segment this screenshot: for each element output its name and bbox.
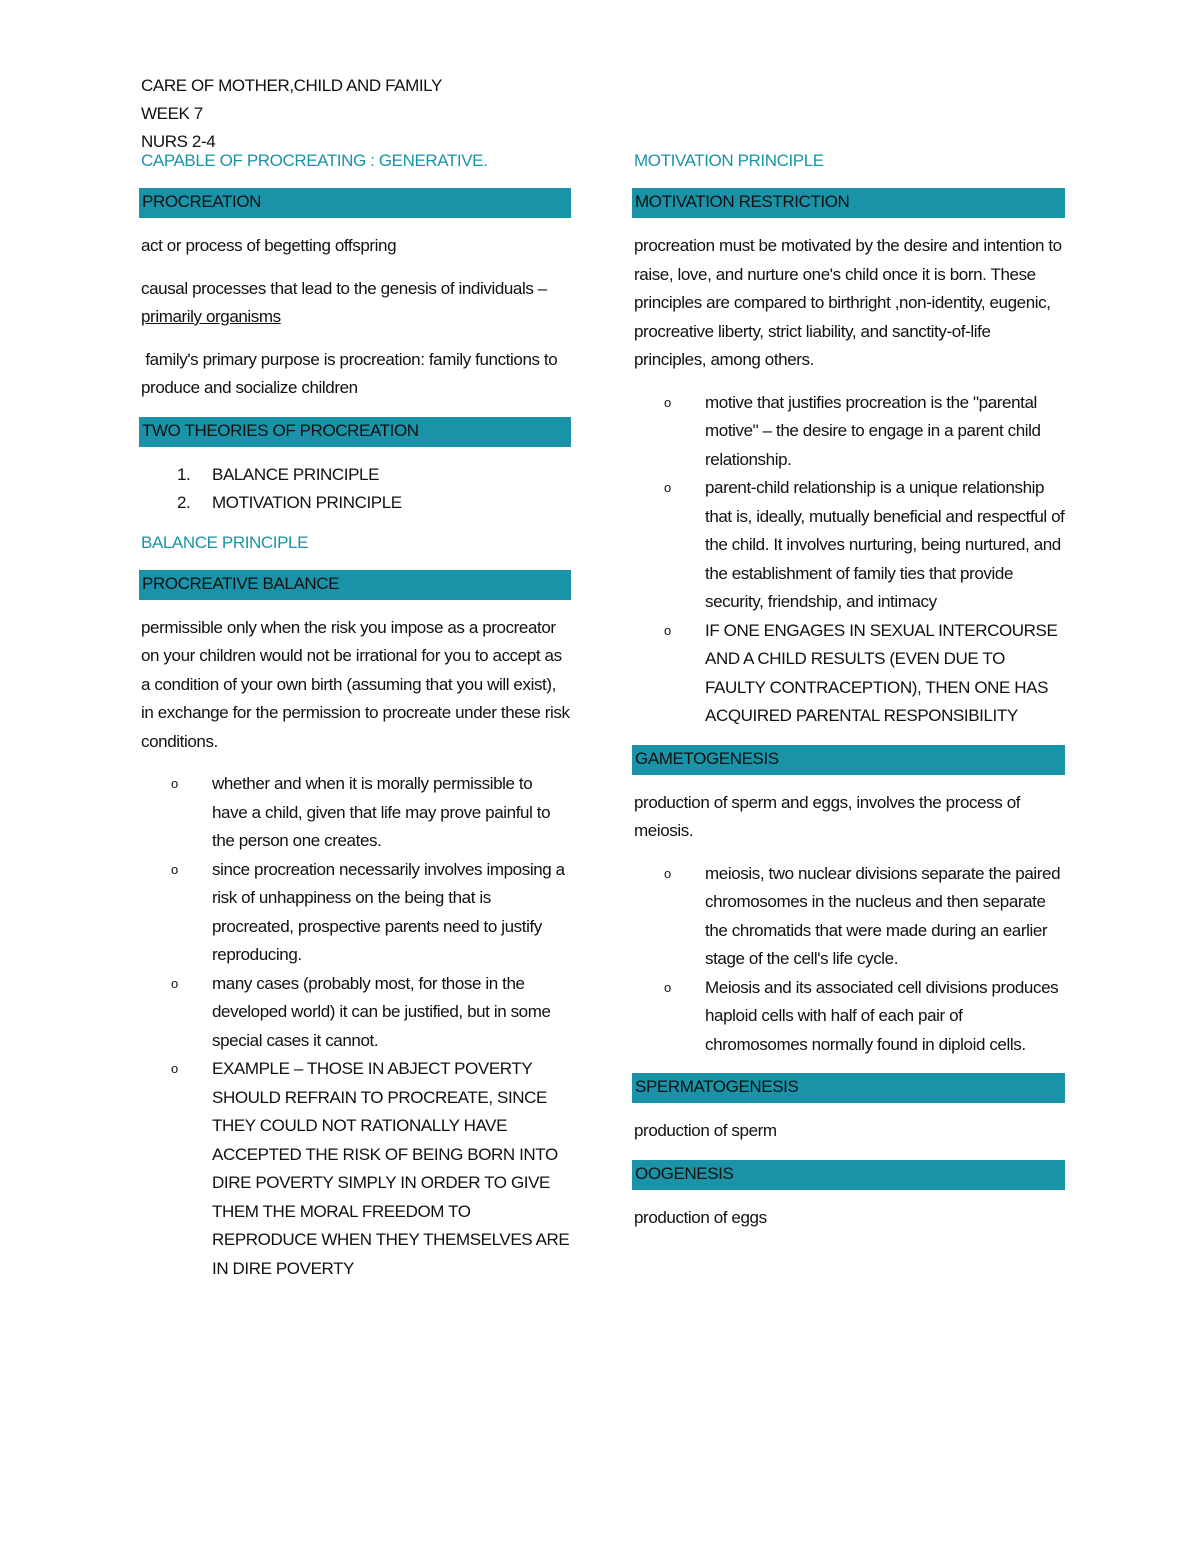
bullet-text: IF ONE ENGAGES IN SEXUAL INTERCOURSE AND A CHILD RESULTS (EVEN DUE TO FAULTY CONTRACEPTION), THEN ONE HAS ACQUIRED PARENTAL RESPONSIBILITY: [705, 620, 1058, 725]
list-item: [632, 389, 1065, 475]
procreation-def-2-text: causal processes that lead to the genesis of individuals –: [141, 278, 547, 298]
circle-bullet-icon: o: [171, 975, 178, 991]
circle-bullet-icon: o: [664, 480, 671, 495]
circle-bullet-icon: o: [664, 394, 671, 410]
primarily-organisms-underlined: primarily organisms: [141, 307, 281, 326]
spermatogenesis-paragraph: production of sperm: [634, 1121, 777, 1140]
subhead-balance-principle: BALANCE PRINCIPLE: [141, 532, 309, 552]
bullet-text: EXAMPLE – THOSE IN ABJECT POVERTY SHOULD REFRAIN TO PROCREATE, SINCE THEY COULD NOT RATIONALLY HAVE ACCEPTED THE RISK OF BEING BORN INTO DIRE POVERTY SIMPLY IN ORDER TO GIVE THEM THE MORAL FREEDOM TO REPRODUCE WHEN THEY THEMSELVES ARE IN DIRE POVERTY: [212, 1059, 570, 1278]
list-item: [139, 856, 571, 970]
bullet-text: parent-child relationship is a unique relationship that is, ideally, mutually beneficial and respectful of the child. It involves nurturing, being nurtured, and the establishment of family ties that provide security, friendship, and intimacy: [705, 478, 1065, 611]
gametogenesis-bullets: [632, 860, 1065, 1060]
heading-oogenesis: OOGENESIS: [632, 1160, 1065, 1190]
bullet-text: many cases (probably most, for those in the developed world) it can be justified, but in some special cases it cannot.: [212, 973, 551, 1050]
list-item: [632, 860, 1065, 974]
list-item: [139, 770, 571, 856]
list-item-text: BALANCE PRINCIPLE: [212, 464, 380, 484]
circle-bullet-icon: o: [664, 622, 671, 638]
motivation-bullets: [632, 389, 1065, 731]
list-item: [139, 970, 571, 1056]
oogenesis-paragraph: production of eggs: [634, 1207, 767, 1227]
list-number: 2.: [177, 493, 191, 512]
circle-bullet-icon: o: [171, 1061, 178, 1076]
procreation-def-1: act or process of begetting offspring: [141, 236, 397, 255]
circle-bullet-icon: o: [664, 865, 671, 881]
circle-bullet-icon: o: [171, 861, 178, 877]
bullet-text: meiosis, two nuclear divisions separate the paired chromosomes in the nucleus and then separate the chromatids that were made during an earlier stage of the cell's life cycle.: [705, 863, 1061, 968]
heading-spermatogenesis: SPERMATOGENESIS: [632, 1073, 1065, 1103]
bullet-text: Meiosis and its associated cell divisions produces haploid cells with half of each pair of chromosomes normally found in diploid cells.: [705, 977, 1059, 1054]
theories-list: [139, 461, 571, 518]
section-label: NURS 2-4: [141, 132, 216, 151]
subhead-motivation-principle: MOTIVATION PRINCIPLE: [634, 151, 824, 170]
list-item: [632, 974, 1065, 1060]
list-item-text: MOTIVATION PRINCIPLE: [212, 493, 402, 512]
balance-bullets: [139, 770, 571, 1283]
document-header: [141, 72, 581, 156]
circle-bullet-icon: o: [664, 979, 671, 995]
heading-gametogenesis: GAMETOGENESIS: [632, 745, 1065, 775]
bullet-text: whether and when it is morally permissible to have a child, given that life may prove painful to the person one creates.: [212, 774, 551, 850]
list-item: [632, 474, 1065, 617]
circle-bullet-icon: o: [171, 776, 178, 791]
left-column: [139, 150, 571, 1297]
gametogenesis-paragraph: production of sperm and eggs, involves the process of meiosis.: [634, 792, 1021, 840]
heading-procreative-balance: PROCREATIVE BALANCE: [139, 570, 571, 600]
bullet-text: motive that justifies procreation is the "parental motive" – the desire to engage in a parent child relationship.: [705, 392, 1041, 469]
heading-procreation: PROCREATION: [139, 188, 571, 218]
bullet-text: since procreation necessarily involves imposing a risk of unhappiness on the being that is procreated, prospective parents need to justify reproducing.: [212, 859, 565, 964]
list-item: [139, 461, 571, 490]
list-item: [632, 617, 1065, 731]
list-number: 1.: [177, 464, 191, 484]
heading-motivation-restriction: MOTIVATION RESTRICTION: [632, 188, 1065, 218]
motivation-paragraph: procreation must be motivated by the desire and intention to raise, love, and nurture one's child once it is born. These principles are compared to birthright ,non-identity, eugenic, procreative liberty, strict liability, and sanctity-of-life principles, among others.: [634, 236, 1062, 369]
week-label: WEEK 7: [141, 104, 203, 123]
list-item: [139, 489, 571, 518]
heading-two-theories: TWO THEORIES OF PROCREATION: [139, 417, 571, 447]
subhead-generative: CAPABLE OF PROCREATING : GENERATIVE.: [141, 151, 488, 170]
procreation-def-3: family's primary purpose is procreation: family functions to produce and socialize children: [141, 349, 562, 397]
procreative-balance-paragraph: permissible only when the risk you impose as a procreator on your children would not be irrational for you to accept as a condition of your own birth (assuming that you will exist), in exchange for the permission to procreate under these risk conditions.: [141, 617, 570, 751]
right-column: [632, 150, 1065, 1246]
procreation-def-2: [139, 275, 571, 332]
course-title: CARE OF MOTHER,CHILD AND FAMILY: [141, 76, 442, 95]
list-item: [139, 1055, 571, 1283]
